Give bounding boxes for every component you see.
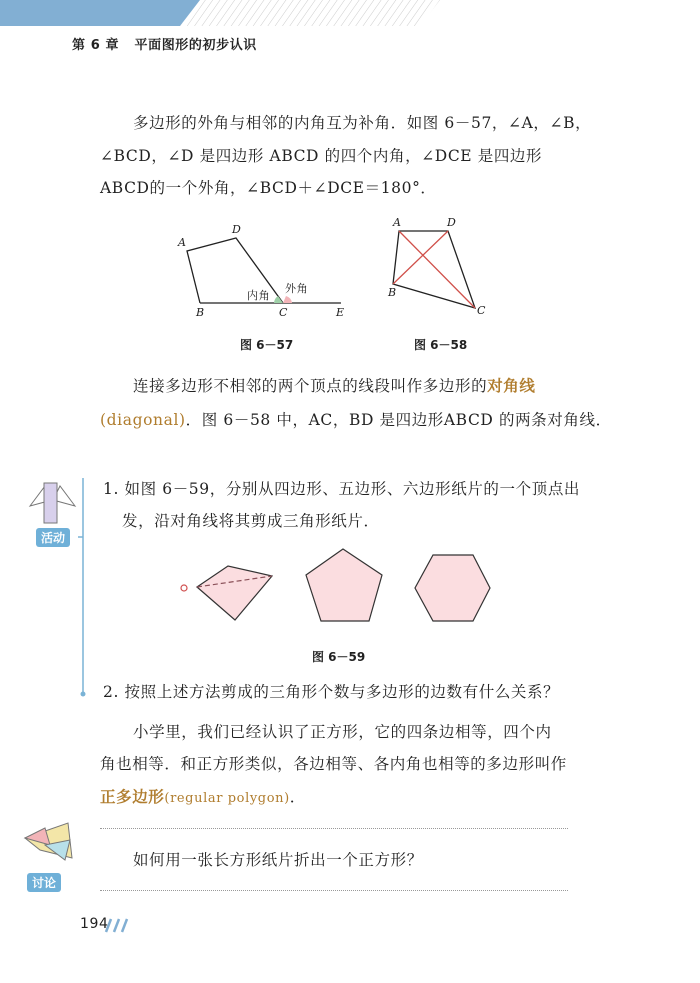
para3-line2: 角也相等．和正方形类似，各边相等、各内角也相等的多边形叫作 [100,755,567,773]
discussion-badge: 讨论 [27,873,61,892]
label-c: C [477,304,487,317]
page-number: 194 [80,916,109,932]
scissors-icon [181,585,187,591]
para1-line1: 多边形的外角与相邻的内角互为补角．如图 6－57，∠A，∠B， [133,114,592,132]
activity-badge: 活动 [36,528,70,547]
figure-caption-6-59: 图 6－59 [312,650,366,664]
activity-item-1: 1. 如图 6－59，分别从四边形、五边形、六边形纸片的一个顶点出 [103,480,581,498]
para1-line2: ∠BCD，∠D 是四边形 ABCD 的四个内角，∠DCE 是四边形 [100,147,543,165]
activity-illustration [30,483,75,523]
para2-text: ．图 6－58 中，AC，BD 是四边形ABCD 的两条对角线． [185,411,612,429]
activity-item-2: 2. 按照上述方法剪成的三角形个数与多边形的边数有什么关系？ [103,683,560,701]
discussion-question: 如何用一张长方形纸片折出一个正方形？ [133,851,423,869]
pentagon-shape [306,549,382,621]
term-regular-polygon-en: (regular polygon) [164,791,290,806]
label-outer-angle: 外角 [285,282,309,295]
page-number-slashes [106,919,127,932]
label-e: E [336,306,345,319]
para2-text: 连接多边形不相邻的两个顶点的线段叫作多边形的 [133,377,488,395]
divider [100,828,568,829]
term-diagonal-en: (diagonal) [100,411,186,429]
discussion-illustration [25,823,72,860]
label-b: B [388,286,397,299]
label-d: D [232,223,242,236]
figure-6-58 [393,231,475,308]
divider [100,890,568,891]
para1-line3: ABCD的一个外角，∠BCD＋∠DCE＝180°． [100,179,437,197]
chapter-number: 第 6 章 [72,38,120,53]
term-diagonal: 对角线 [487,377,536,395]
chapter-header [72,34,257,53]
chapter-title: 平面图形的初步认识 [134,38,257,53]
figure-caption-6-57: 图 6－57 [240,338,294,352]
hexagon-shape [415,555,490,621]
figure-caption-6-58: 图 6－58 [414,338,468,352]
para3-line3 [100,785,306,807]
label-d: D [447,216,457,229]
label-b: B [196,306,205,319]
para2-line1 [133,374,536,396]
para3-line1: 小学里，我们已经认识了正方形，它的四条边相等，四个内 [133,723,552,741]
figure-6-59 [181,549,490,621]
label-a: A [178,236,187,249]
label-c: C [279,306,289,319]
label-inner-angle: 内角 [247,289,271,302]
term-regular-polygon: 正多边形 [100,788,165,806]
label-a: A [393,216,402,229]
period: ． [289,788,306,806]
activity-item-1-cont: 发，沿对角线将其剪成三角形纸片． [122,512,380,530]
quadrilateral-shape [197,566,272,620]
header-band [0,0,440,26]
para2-line2 [100,408,612,430]
